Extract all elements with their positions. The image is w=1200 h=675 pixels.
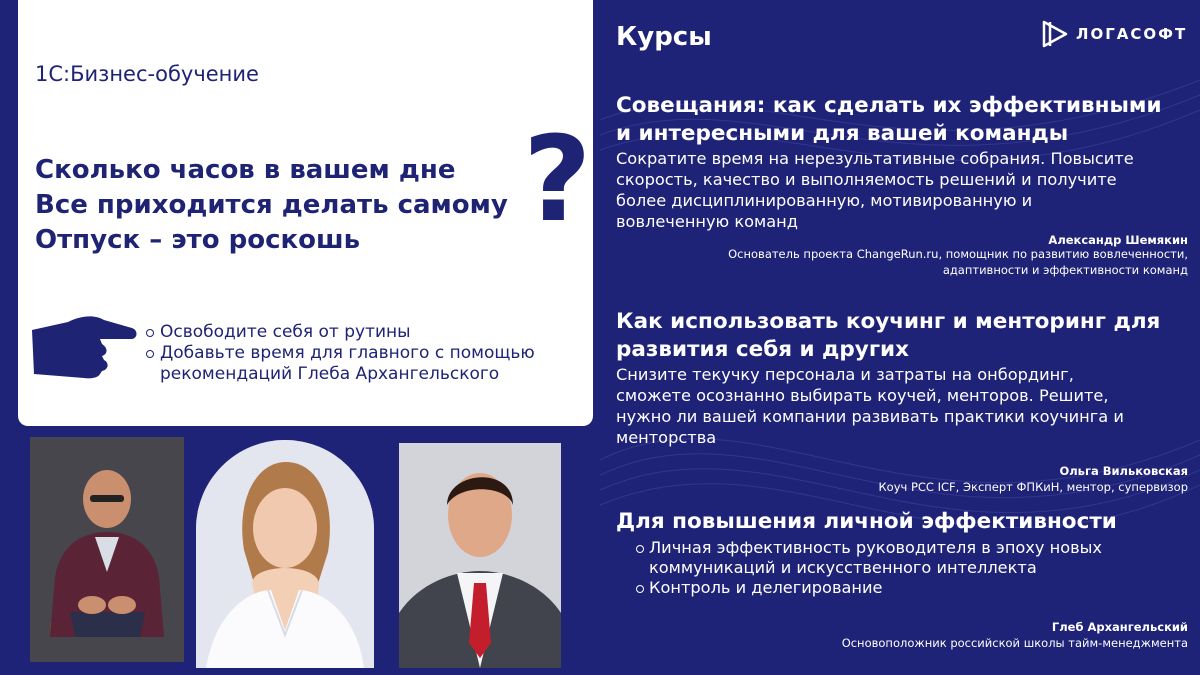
course-title-meetings: Совещания: как сделать их эффективными и интересными для вашей команды (616, 93, 1162, 146)
course-title-coaching: Как использовать коучинг и менторинг для развития себя и других (616, 309, 1161, 362)
benefits-list (146, 322, 535, 385)
company-logo (1040, 18, 1187, 50)
question-line: Сколько часов в вашем дне (35, 155, 456, 185)
bullet-circle-icon (146, 329, 154, 337)
page-title: Курсы (616, 22, 712, 52)
speaker-role: Основоположник российской школы тайм-менеджмента (841, 636, 1188, 650)
speaker-photo-shemyakin (30, 437, 184, 662)
bullet-circle-icon (636, 545, 644, 553)
course-description-coaching: Снизите текучку персонала и затраты на онбординг, сможете осознанно выбирать коучей, менторов. Решите, нужно ли вашей компании развивать практики коучинга и менторства (616, 365, 1124, 447)
list-item: Контроль и делегирование (636, 578, 1102, 598)
speaker-name: Александр Шемякин (1048, 233, 1188, 247)
brand-label: 1С:Бизнес-обучение (35, 62, 259, 86)
question-line: Отпуск – это роскошь (35, 225, 361, 255)
speaker-photo-vilkovskaya (196, 440, 374, 668)
speaker-role: Коуч PCC ICF, Эксперт ФПКиН, ментор, супервизор (878, 480, 1188, 494)
speaker-name: Ольга Вильковская (1059, 464, 1188, 478)
speaker-role: Основатель проекта ChangeRun.ru, помощник по развитию вовлеченности, адаптивности и эффективности команд (728, 247, 1188, 277)
speaker-photo-arkhangelsky (399, 443, 561, 668)
questions-block (35, 153, 508, 258)
logo-play-icon (1040, 18, 1070, 50)
speaker-name: Глеб Архангельский (1051, 620, 1188, 634)
course-topics-list (636, 538, 1102, 598)
question-line: Все приходится делать самому (35, 190, 508, 220)
course-description-meetings: Сократите время на нерезультативные собрания. Повысите скорость, качество и выполняемость решений и получите более дисциплинированную, мотивированную и вовлеченную команд (616, 149, 1134, 231)
logo-text: ЛОГАСОФТ (1076, 25, 1188, 43)
bullet-circle-icon (636, 585, 644, 593)
question-mark: ? (523, 110, 592, 248)
list-item: Личная эффективность руководителя в эпоху новых (636, 538, 1102, 558)
list-item-continuation: рекомендаций Глеба Архангельского (160, 364, 500, 384)
bullet-circle-icon (146, 350, 154, 358)
course-title-efficiency: Для повышения личной эффективности (616, 509, 1117, 534)
pointing-hand-icon (28, 308, 140, 380)
list-item: Добавьте время для главного с помощью (146, 343, 535, 364)
promo-card (18, 0, 593, 426)
list-item-continuation: коммуникаций и искусственного интеллекта (649, 558, 1037, 577)
list-item: Освободите себя от рутины (146, 322, 535, 343)
